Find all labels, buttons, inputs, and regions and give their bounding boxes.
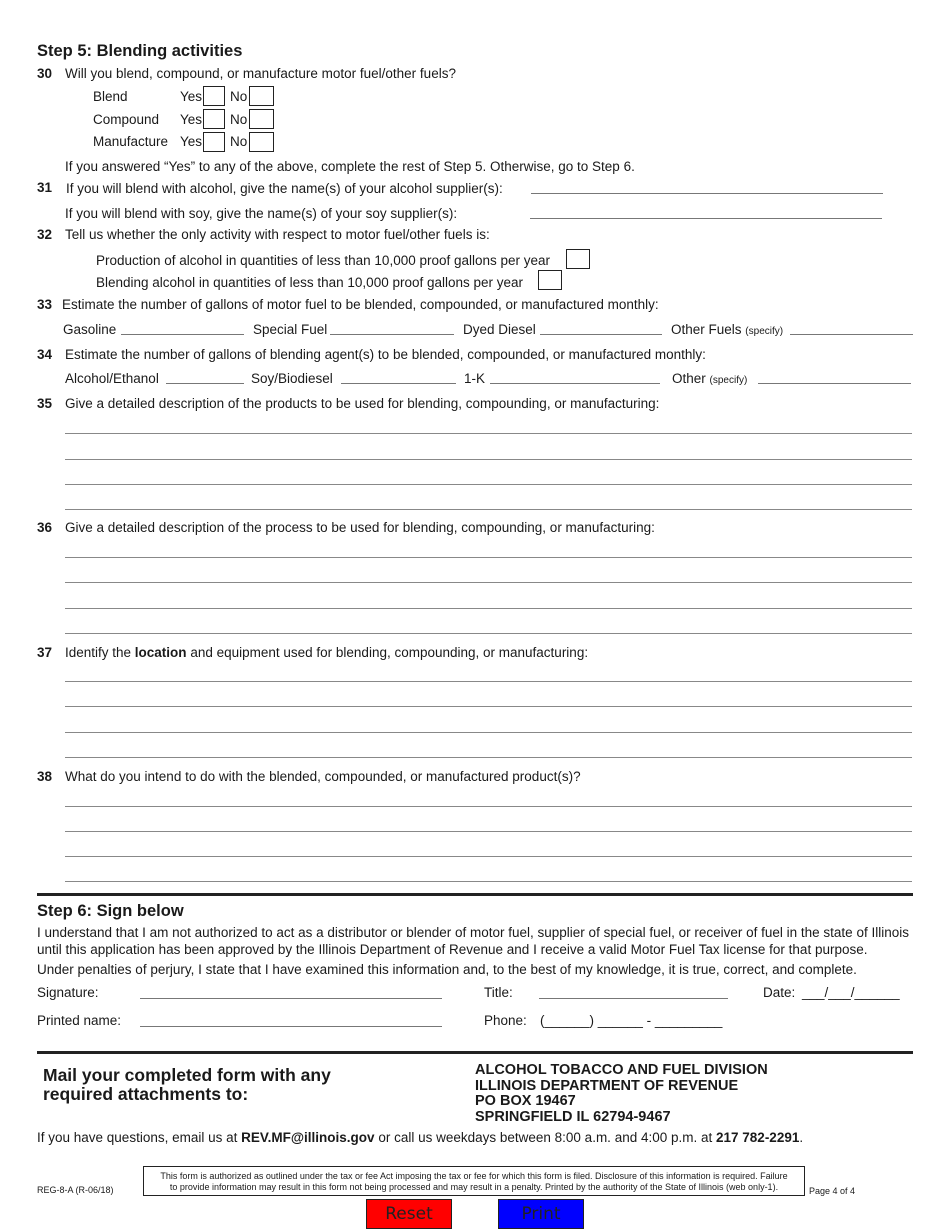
q32-number: 32 — [37, 227, 53, 242]
q31-alcohol-text: If you will blend with alcohol, give the name(s) of your alcohol supplier(s): — [66, 181, 503, 196]
q33-number: 33 — [37, 297, 53, 312]
signature-label: Signature: — [37, 985, 99, 1000]
q36-number: 36 — [37, 520, 53, 535]
printed-name-label: Printed name: — [37, 1013, 122, 1028]
q37-line[interactable] — [65, 706, 912, 707]
q33-other-fuels-label — [671, 322, 783, 337]
q35-line[interactable] — [65, 509, 912, 510]
q38-number: 38 — [37, 769, 53, 784]
q33-text: Estimate the number of gallons of motor fuel to be blended, compounded, or manufactured monthly: — [62, 297, 659, 312]
q34-soy-label: Soy/Biodiesel — [251, 371, 333, 386]
section-divider — [37, 893, 913, 896]
section-divider — [37, 1051, 913, 1054]
q34-other-text: Other — [672, 371, 706, 386]
q34-1k-label: 1-K — [464, 371, 486, 386]
q32-text: Tell us whether the only activity with respect to motor fuel/other fuels is: — [65, 227, 490, 242]
mail-address-line3: PO BOX 19467 — [475, 1093, 576, 1109]
q37-text-bold: location — [134, 645, 187, 660]
step6-perjury-statement: Under penalties of perjury, I state that I have examined this information and, to the best of my knowledge, it is true, correct, and complete. — [37, 962, 857, 977]
signature-field[interactable] — [140, 998, 442, 999]
q36-line[interactable] — [65, 557, 912, 558]
q34-other-field[interactable] — [758, 383, 911, 384]
q30-blend-no-label: No — [230, 89, 248, 104]
contact-text-pre: If you have questions, email us at — [37, 1130, 242, 1145]
q30-compound-yes-checkbox[interactable] — [203, 109, 225, 129]
q32-option1-checkbox[interactable] — [566, 249, 590, 269]
q32-option2-text: Blending alcohol in quantities of less than 10,000 proof gallons per year — [96, 275, 524, 290]
q33-dyed-diesel-label: Dyed Diesel — [463, 322, 536, 337]
step6-title: Step 6: Sign below — [37, 902, 184, 920]
q32-option2-checkbox[interactable] — [538, 270, 562, 290]
q30-compound-no-label: No — [230, 112, 248, 127]
q37-number: 37 — [37, 645, 53, 660]
q34-alcohol-label: Alcohol/Ethanol — [65, 371, 159, 386]
q30-blend-no-checkbox[interactable] — [249, 86, 274, 106]
mail-heading-line2: required attachments to: — [43, 1084, 249, 1104]
authorization-notice-line2: to provide information may result in this form not being processed and may result in a penalty. Printed by the authority of the State of Illinois (web only-1). — [169, 1182, 779, 1192]
step6-paragraph-line1: I understand that I am not authorized to act as a distributor or blender of motor fuel, supplier of special fuel, or receiver of fuel in the state of Illinois — [37, 925, 909, 940]
q30-blend-label: Blend — [93, 89, 128, 104]
q31-soy-supplier-field[interactable] — [530, 218, 882, 219]
q33-dyed-diesel-field[interactable] — [540, 334, 662, 335]
contact-line — [37, 1130, 803, 1145]
q38-line[interactable] — [65, 806, 912, 807]
phone-field[interactable]: (______) ______ - _________ — [540, 1013, 723, 1028]
authorization-notice-line1: This form is authorized as outlined under the tax or fee Act imposing the tax or fee for which this form is filed. Disclosure of this information is required. Failure — [160, 1171, 788, 1181]
q36-line[interactable] — [65, 608, 912, 609]
page-number: Page 4 of 4 — [809, 1186, 856, 1196]
q35-line[interactable] — [65, 433, 912, 434]
q30-compound-label: Compound — [93, 112, 160, 127]
step6-paragraph-line2: until this application has been approved by the Illinois Department of Revenue and I receive a valid Motor Fuel Tax license for that purpose. — [37, 942, 868, 957]
q37-line[interactable] — [65, 681, 912, 682]
q35-number: 35 — [37, 396, 53, 411]
contact-email[interactable]: REV.MF@illinois.gov — [241, 1130, 375, 1145]
q31-soy-text: If you will blend with soy, give the name(s) of your soy supplier(s): — [65, 206, 458, 221]
q38-line[interactable] — [65, 831, 912, 832]
q34-specify-text: (specify) — [709, 375, 748, 386]
q30-blend-yes-checkbox[interactable] — [203, 86, 225, 106]
q30-compound-yes-label: Yes — [180, 112, 203, 127]
q35-text: Give a detailed description of the products to be used for blending, compounding, or manufacturing: — [65, 396, 660, 411]
q34-alcohol-field[interactable] — [166, 383, 244, 384]
q31-number: 31 — [37, 180, 53, 195]
q33-gasoline-field[interactable] — [121, 334, 244, 335]
mail-heading-line1: Mail your completed form with any — [43, 1065, 331, 1085]
q37-line[interactable] — [65, 757, 912, 758]
q38-text: What do you intend to do with the blended, compounded, or manufactured product(s)? — [65, 769, 581, 784]
printed-name-field[interactable] — [140, 1026, 442, 1027]
q34-other-label — [672, 371, 747, 386]
phone-label: Phone: — [484, 1013, 527, 1028]
q34-number: 34 — [37, 347, 53, 362]
authorization-notice — [143, 1166, 805, 1196]
q37-text-post: and equipment used for blending, compounding, or manufacturing: — [186, 645, 589, 660]
q30-manufacture-yes-label: Yes — [180, 134, 203, 149]
title-label: Title: — [484, 985, 513, 1000]
contact-phone: 217 782-2291 — [716, 1130, 800, 1145]
q33-special-fuel-label: Special Fuel — [253, 322, 328, 337]
q36-line[interactable] — [65, 582, 912, 583]
q33-other-text: Other Fuels — [671, 322, 742, 337]
q32-option1-text: Production of alcohol in quantities of less than 10,000 proof gallons per year — [96, 253, 551, 268]
q30-compound-no-checkbox[interactable] — [249, 109, 274, 129]
q38-line[interactable] — [65, 881, 912, 882]
q33-gasoline-label: Gasoline — [63, 322, 117, 337]
contact-text-post: . — [799, 1130, 804, 1145]
mail-address-line4: SPRINGFIELD IL 62794-9467 — [475, 1109, 671, 1125]
q30-manufacture-no-checkbox[interactable] — [249, 132, 274, 152]
q33-special-fuel-field[interactable] — [330, 334, 454, 335]
q30-blend-yes-label: Yes — [180, 89, 203, 104]
step5-note: If you answered “Yes” to any of the above, complete the rest of Step 5. Otherwise, go to Step 6. — [65, 159, 635, 174]
contact-text-mid: or call us weekdays between 8:00 a.m. and 4:00 p.m. at — [374, 1130, 717, 1145]
q35-line[interactable] — [65, 484, 912, 485]
q30-manufacture-label: Manufacture — [93, 134, 169, 149]
q34-text: Estimate the number of gallons of blending agent(s) to be blended, compounded, or manufactured monthly: — [65, 347, 706, 362]
q36-line[interactable] — [65, 633, 912, 634]
q38-line[interactable] — [65, 856, 912, 857]
date-label: Date: — [763, 985, 796, 1000]
q30-manufacture-no-label: No — [230, 134, 248, 149]
q30-text: Will you blend, compound, or manufacture motor fuel/other fuels? — [65, 66, 456, 81]
q33-other-fuels-field[interactable] — [790, 334, 913, 335]
print-button[interactable]: Print — [498, 1199, 584, 1229]
q31-alcohol-supplier-field[interactable] — [531, 193, 883, 194]
q37-text — [65, 645, 588, 660]
date-field[interactable]: ___/___/______ — [802, 985, 900, 1000]
reset-button[interactable]: Reset — [366, 1199, 452, 1229]
step5-title: Step 5: Blending activities — [37, 42, 243, 60]
q34-soy-field[interactable] — [341, 383, 456, 384]
q36-text: Give a detailed description of the process to be used for blending, compounding, or manufacturing: — [65, 520, 655, 535]
q37-line[interactable] — [65, 732, 912, 733]
q33-specify-text: (specify) — [745, 326, 784, 337]
mail-address-line1: ALCOHOL TOBACCO AND FUEL DIVISION — [475, 1062, 768, 1078]
q37-text-pre: Identify the — [65, 645, 135, 660]
mail-address-line2: ILLINOIS DEPARTMENT OF REVENUE — [475, 1078, 739, 1094]
q30-manufacture-yes-checkbox[interactable] — [203, 132, 225, 152]
q34-1k-field[interactable] — [490, 383, 660, 384]
q35-line[interactable] — [65, 459, 912, 460]
q30-number: 30 — [37, 66, 53, 81]
form-id: REG-8-A (R-06/18) — [37, 1185, 114, 1195]
title-field[interactable] — [539, 998, 728, 999]
